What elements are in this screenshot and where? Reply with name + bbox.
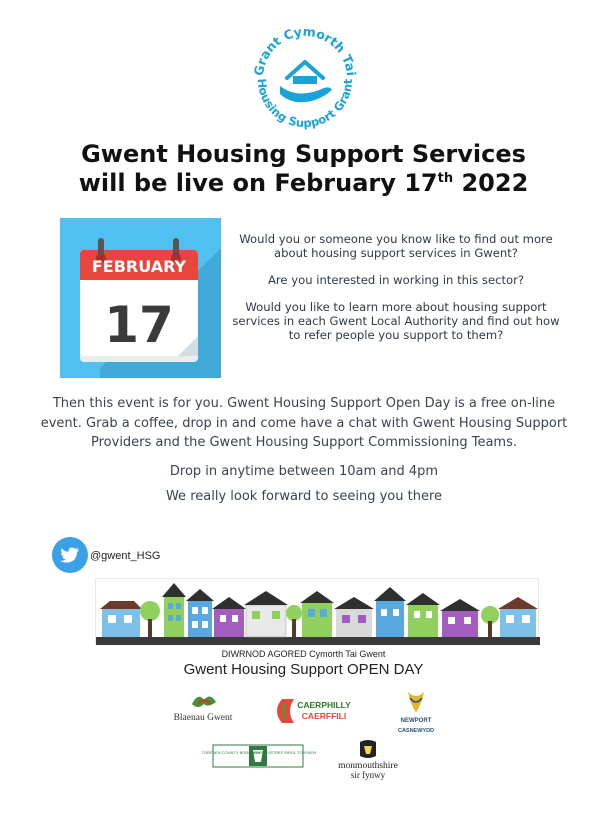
caerffili-text: CAERFFILI <box>301 711 347 721</box>
calendar-month: FEBRUARY <box>91 257 187 276</box>
questions-block <box>226 232 566 355</box>
event-paragraph: Then this event is for you. Gwent Housing Support Open Day is a free on-line event. Grab a coffee, drop in and come have a chat with Gwent Housing Support Providers and the Gwent Housing Support Commissioning Teams. <box>40 396 568 450</box>
logo-text-bottom: Housing Support Grant <box>254 78 356 131</box>
calendar-icon <box>60 218 221 378</box>
calendar-day: 17 <box>104 296 174 354</box>
headline-line2 <box>0 169 607 198</box>
event-description <box>40 394 568 507</box>
logo-text-top: Grant Cymorth Tai <box>250 23 359 77</box>
event-title: Gwent Housing Support OPEN DAY <box>183 661 424 678</box>
twitter-bird-icon[interactable] <box>52 537 88 573</box>
question-3: Would you like to learn more about housing support services in each Gwent Local Authority and find out how to refer people you support to them? <box>232 300 560 342</box>
monmouthshire-text: monmouthshire <box>338 761 398 771</box>
torfaen-logo <box>201 745 316 767</box>
event-subtitle: DIWRNOD AGORED Cymorth Tai Gwent <box>221 649 386 659</box>
event-closing: We really look forward to seeing you there <box>165 489 443 504</box>
housing-support-grant-logo <box>246 20 364 132</box>
headline-year: 2022 <box>453 169 529 197</box>
headline-line2-text: will be live on February 17 <box>78 169 438 197</box>
sir-fynwy-text: sir fynwy <box>350 770 386 780</box>
caerphilly-logo <box>272 695 356 727</box>
event-times: Drop in anytime between 10am and 4pm <box>169 463 439 479</box>
caerphilly-text: CAERPHILLY <box>297 700 351 710</box>
page-headline <box>0 140 607 198</box>
svg-text:Grant Cymorth Tai <box>251 24 359 77</box>
question-2: Are you interested in working in this sector? <box>267 273 525 287</box>
calendar-graphic <box>60 218 221 378</box>
twitter-handle[interactable]: @gwent_HSG <box>90 550 161 562</box>
torfaen-text: TORFAEN COUNTY BOROUGH <box>201 750 261 755</box>
headline-line1: Gwent Housing Support Services <box>81 140 526 168</box>
houses-illustration <box>96 579 540 645</box>
houses-banner <box>95 578 539 644</box>
hand-icon <box>280 86 332 102</box>
casnewydd-text: CASNEWYDD <box>397 728 435 734</box>
newport-logo <box>392 688 440 736</box>
house-icon <box>287 62 323 78</box>
blaenau-gwent-text: Blaenau Gwent <box>173 713 233 723</box>
headline-superscript: th <box>437 171 454 186</box>
monmouthshire-logo <box>330 738 406 780</box>
blaenau-gwent-logo <box>168 690 238 730</box>
torfaen-welsh-text: BWRDEISTREF SIROL TORFAEN <box>254 750 316 755</box>
newport-text: NEWPORT <box>400 718 432 724</box>
question-1: Would you or someone you know like to find out more about housing support services in Gwent? <box>239 232 553 260</box>
svg-text:Housing Support Grant <box>255 78 355 130</box>
